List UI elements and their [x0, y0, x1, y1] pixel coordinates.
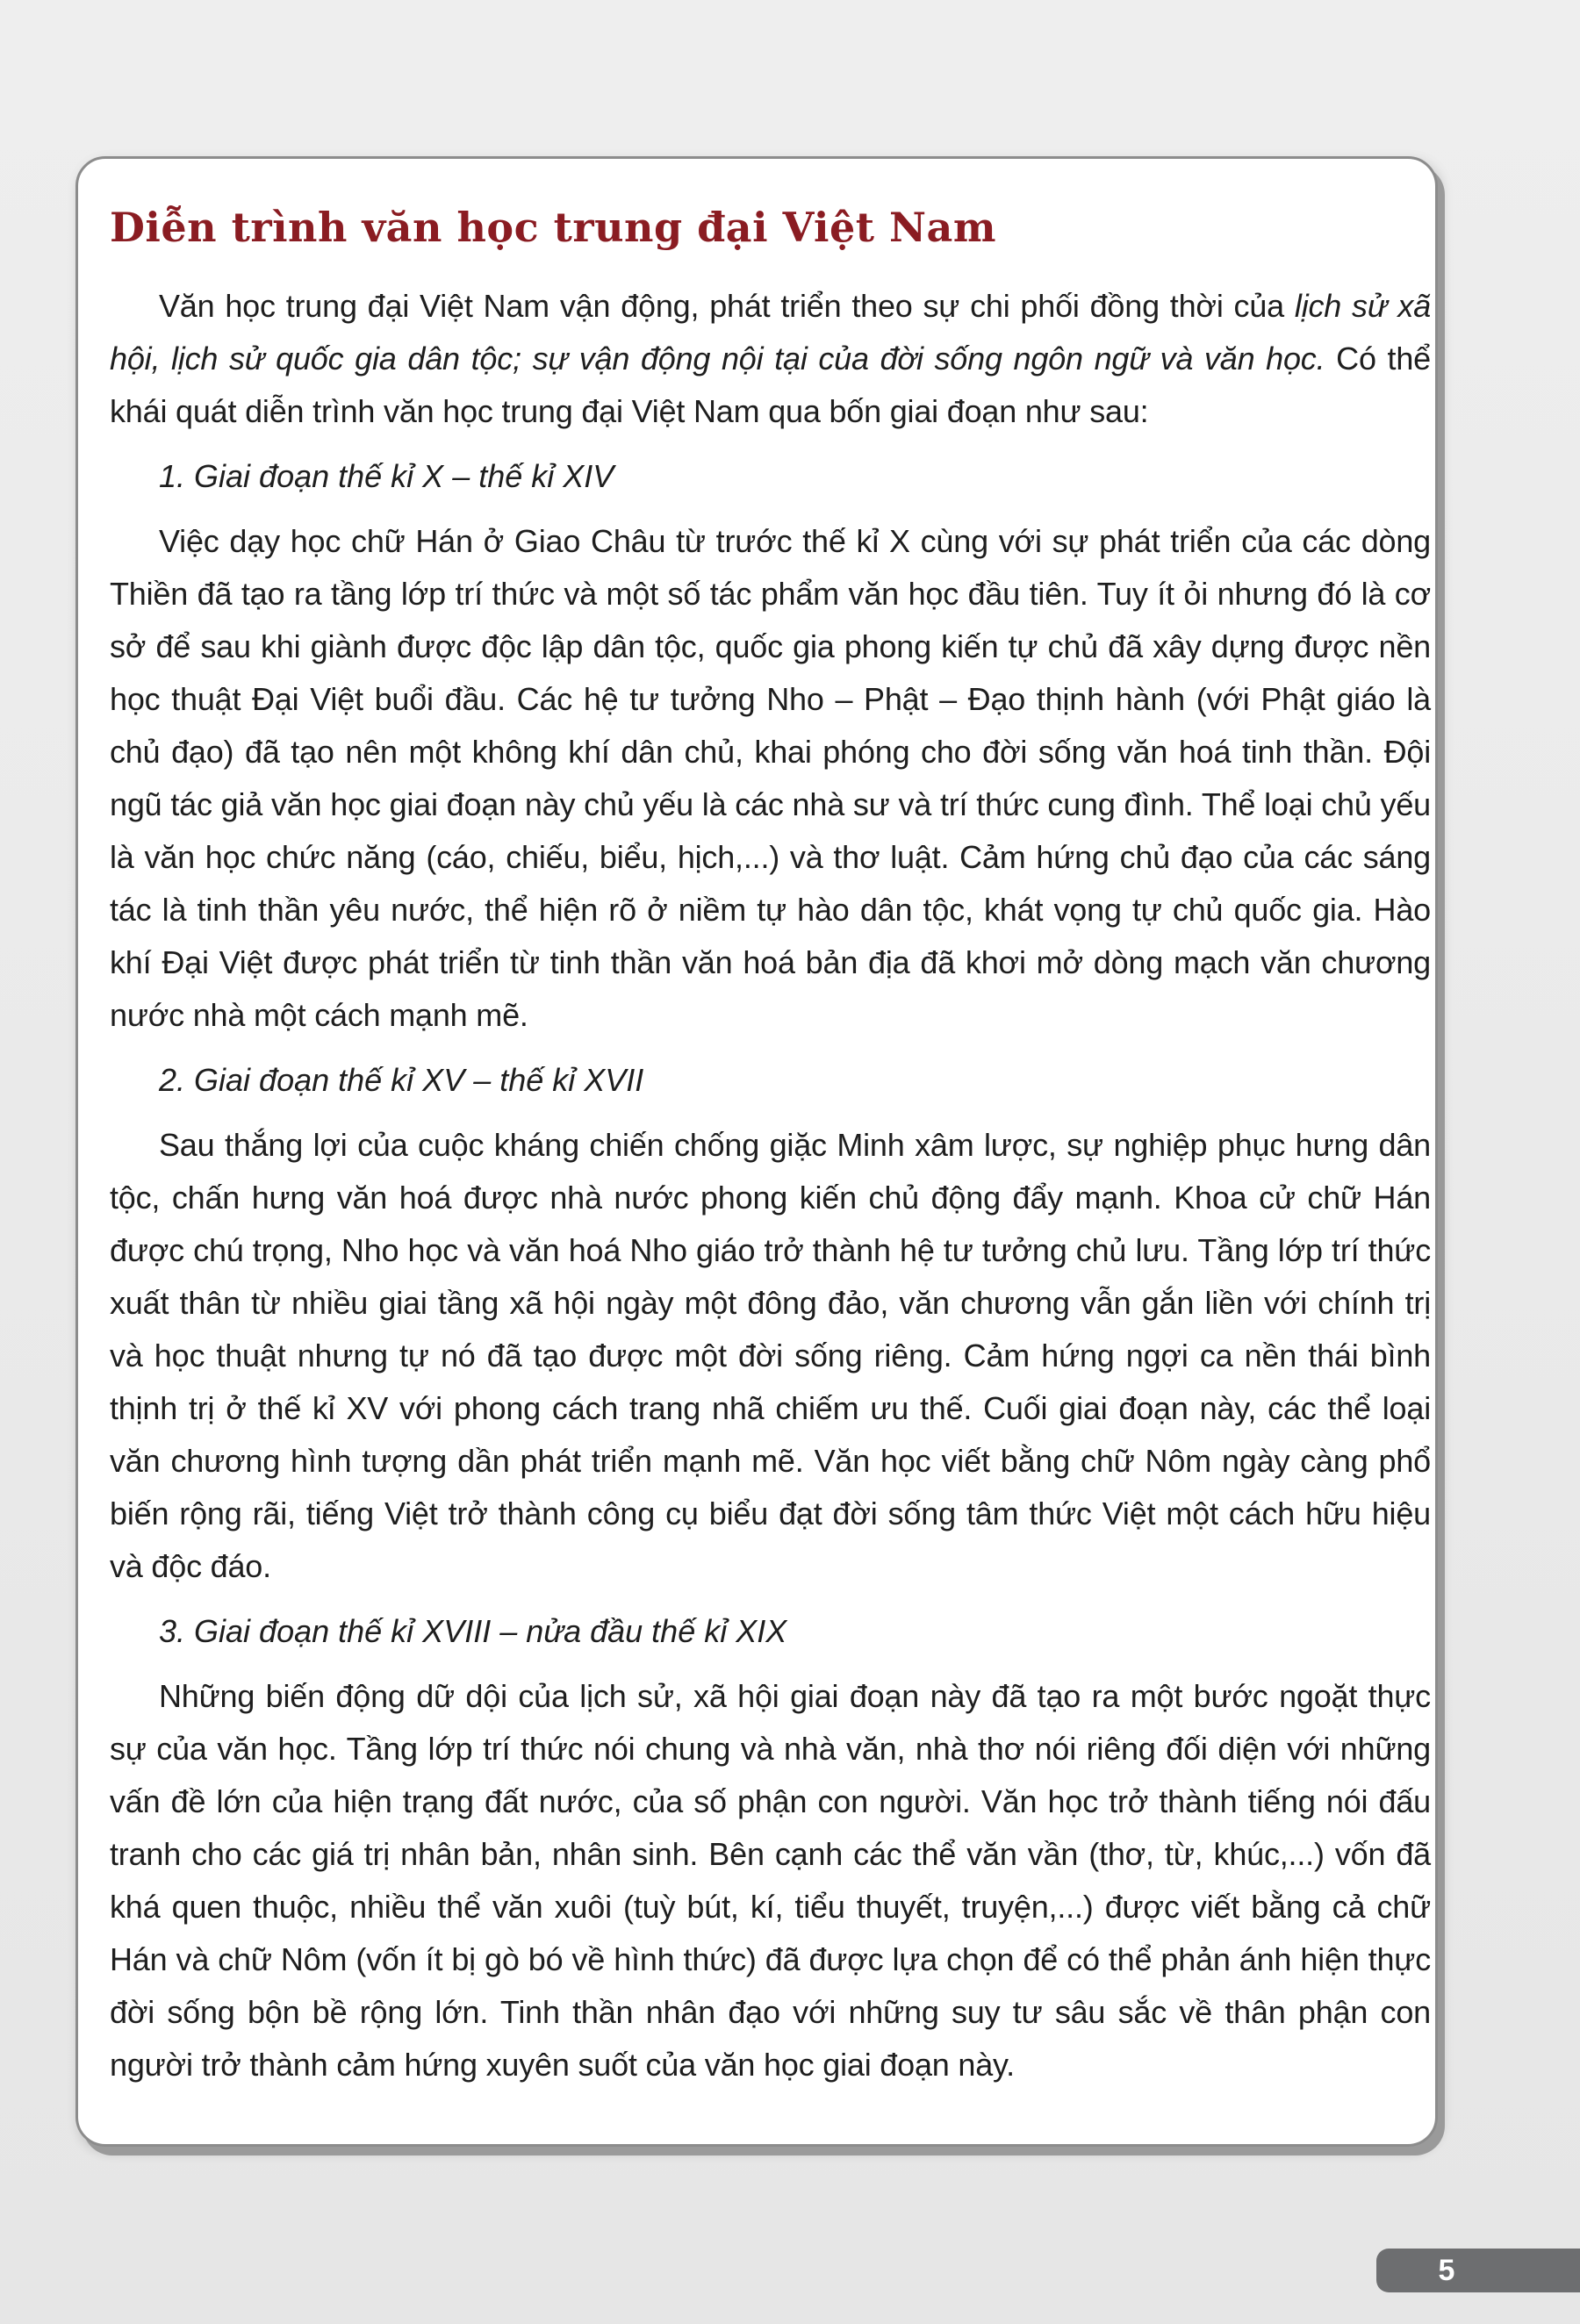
article — [110, 204, 1431, 2091]
intro-text-italic: lịch sử xã hội, lịch sử quốc gia dân tộc; sự vận động nội tại của đời sống ngôn ngữ và văn học. — [110, 288, 1431, 377]
intro-paragraph — [110, 280, 1431, 438]
section-3-body: Những biến động dữ dội của lịch sử, xã hội giai đoạn này đã tạo ra một bước ngoặt thực sự của văn học. Tầng lớp trí thức nói chung và nhà văn, nhà thơ nói riêng đối diện với những vấn đề lớn của hiện trạng đất nước, của số phận con người. Văn học trở thành tiếng nói đấu tranh cho các giá trị nhân bản, nhân sinh. Bên cạnh các thể văn vần (thơ, từ, khúc,...) vốn đã khá quen thuộc, nhiều thể văn xuôi (tuỳ bút, kí, tiểu thuyết, truyện,...) được viết bằng cả chữ Hán và chữ Nôm (vốn ít bị gò bó về hình thức) đã được lựa chọn để có thể phản ánh hiện thực đời sống bộn bề rộng lớn. Tinh thần nhân đạo với những suy tư sâu sắc về thân phận con người trở thành cảm hứng xuyên suốt của văn học giai đoạn này. — [110, 1678, 1431, 2084]
page-title: Diễn trình văn học trung đại Việt Nam — [110, 204, 997, 251]
section-2-body: Sau thắng lợi của cuộc kháng chiến chống giặc Minh xâm lược, sự nghiệp phục hưng dân tộc, chấn hưng văn hoá được nhà nước phong kiến chủ động đẩy mạnh. Khoa cử chữ Hán được chú trọng, Nho học và văn hoá Nho giáo trở thành hệ tư tưởng chủ lưu. Tầng lớp trí thức xuất thân từ nhiều giai tầng xã hội ngày một đông đảo, văn chương vẫn gắn liền với chính trị và học thuật nhưng tự nó đã tạo được một đời sống riêng. Cảm hứng ngợi ca nền thái bình thịnh trị ở thế kỉ XV với phong cách trang nhã chiếm ưu thế. Cuối giai đoạn này, các thể loại văn chương hình tượng dần phát triển mạnh mẽ. Văn học viết bằng chữ Nôm ngày càng phổ biến rộng rãi, tiếng Việt trở thành công cụ biểu đạt đời sống tâm thức Việt một cách hữu hiệu và độc đáo. — [110, 1127, 1431, 1585]
intro-text-3: Có thể khái quát diễn trình văn học trung đại Việt Nam qua bốn giai đoạn như sau: — [110, 341, 1432, 430]
page-number: 5 — [1438, 2254, 1455, 2287]
section-1-heading: 1. Giai đoạn thế kỉ X – thế kỉ XIV — [159, 458, 614, 495]
section-1-body: Việc dạy học chữ Hán ở Giao Châu từ trước thế kỉ X cùng với sự phát triển của các dòng Thiền đã tạo ra tầng lớp trí thức và một số tác phẩm văn học đầu tiên. Tuy ít ỏi nhưng đó là cơ sở để sau khi giành được độc lập dân tộc, quốc gia phong kiến tự chủ đã xây dựng được nền học thuật Đại Việt buổi đầu. Các hệ tư tưởng Nho – Phật – Đạo thịnh hành (với Phật giáo là chủ đạo) đã tạo nên một không khí dân chủ, khai phóng cho đời sống văn hoá tinh thần. Đội ngũ tác giả văn học giai đoạn này chủ yếu là các nhà sư và trí thức cung đình. Thể loại chủ yếu là văn học chức năng (cáo, chiếu, biểu, hịch,...) và thơ luật. Cảm hứng chủ đạo của các sáng tác là tinh thần yêu nước, thể hiện rõ ở niềm tự hào dân tộc, khát vọng tự chủ quốc gia. Hào khí Đại Việt được phát triển từ tinh thần văn hoá bản địa đã khơi mở dòng mạch văn chương nước nhà một cách mạnh mẽ. — [110, 523, 1431, 1034]
intro-text-1: Văn học trung đại Việt Nam vận động, phát triển theo sự chi phối đồng thời của — [159, 288, 1295, 325]
section-3-heading: 3. Giai đoạn thế kỉ XVIII – nửa đầu thế kỉ XIX — [159, 1613, 787, 1650]
section-2-heading: 2. Giai đoạn thế kỉ XV – thế kỉ XVII — [159, 1062, 644, 1099]
